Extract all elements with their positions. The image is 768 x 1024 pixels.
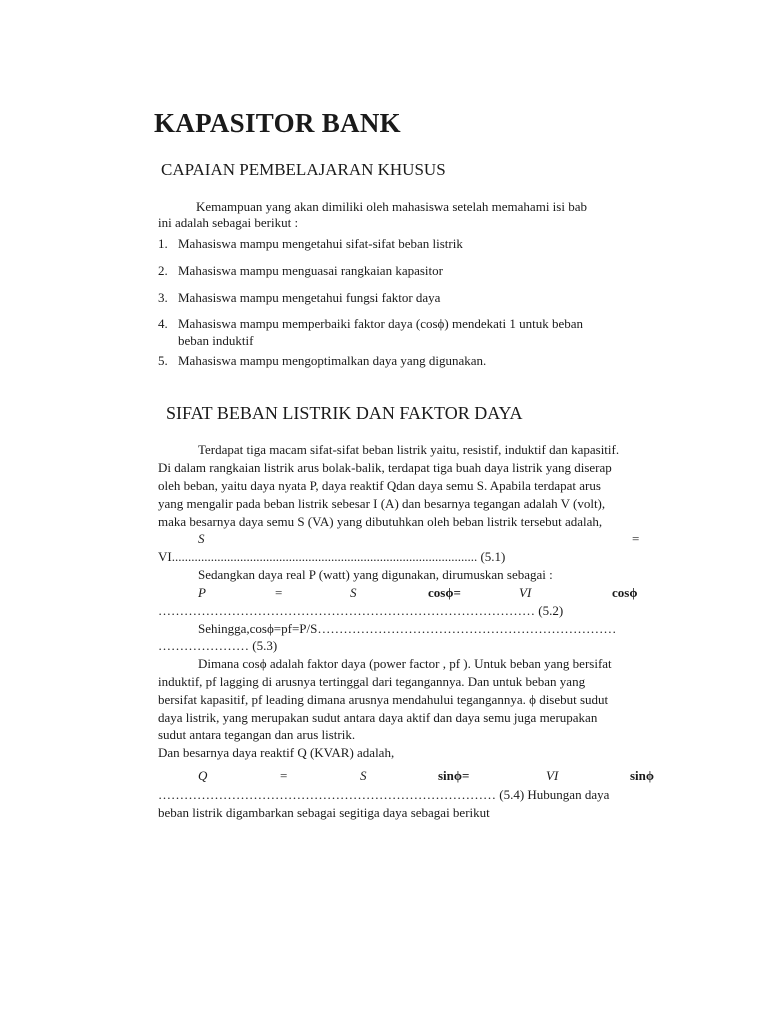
list-number: 5. [158,353,168,368]
paragraph-line: bersifat kapasitif, pf leading dimana arusnya mendahului tegangannya. ϕ disebut sudut [158,692,609,707]
eq-symbol: VI [519,585,532,600]
eq-symbol: S [350,585,357,600]
paragraph-line: Di dalam rangkaian listrik arus bolak-balik, terdapat tiga buah daya listrik yang diserap [158,460,612,475]
eq-symbol: VI [546,768,559,783]
section-heading-capaian: CAPAIAN PEMBELAJARAN KHUSUS [161,160,446,179]
eq-symbol: = [275,585,283,600]
eq-symbol: cosϕ= [428,585,461,600]
paragraph-line: Terdapat tiga macam sifat-sifat beban listrik yaitu, resistif, induktif dan kapasitif. [198,442,620,457]
equation-line: …………………………………………………………………………… (5.2) [158,603,564,618]
list-item [158,352,487,369]
eq-symbol: = [280,768,288,783]
paragraph-line: induktif, pf lagging di arusnya tertinggal dari tegangannya. Dan untuk beban yang [158,674,586,689]
eq-symbol: = [632,531,640,546]
list-number: 2. [158,263,168,278]
list-text: Mahasiswa mampu memperbaiki faktor daya (cosϕ) mendekati 1 untuk beban [178,316,584,331]
intro-line-1: Kemampuan yang akan dimiliki oleh mahasiswa setelah memahami isi bab [196,199,587,214]
paragraph-line: Dan besarnya daya reaktif Q (KVAR) adalah, [158,745,395,760]
eq-symbol: sinϕ= [438,768,470,783]
paragraph-line: maka besarnya daya semu S (VA) yang dibutuhkan oleh beban listrik tersebut adalah, [158,514,603,529]
list-item [158,262,443,279]
equation-line: VI.............................................................................................. (5.1) [158,549,506,564]
paragraph-line: daya listrik, yang merupakan sudut antara daya aktif dan daya semu juga merupakan [158,710,598,725]
paragraph-line: oleh beban, yaitu daya nyata P, daya reaktif Qdan daya semu S. Apabila terdapat arus [158,478,601,493]
paragraph-line: sudut antara tegangan dan arus listrik. [158,727,356,742]
equation-line: Sehingga,cosϕ=pf=P/S…………………………………………………………… [198,621,617,636]
list-text: Mahasiswa mampu mengetahui fungsi faktor daya [178,290,441,305]
page-title: KAPASITOR BANK [154,108,401,138]
paragraph-line: beban listrik digambarkan sebagai segitiga daya sebagai berikut [158,805,490,820]
equation-line: ………………… (5.3) [158,638,278,653]
eq-symbol: Q [198,768,208,783]
paragraph-line: Sedangkan daya real P (watt) yang digunakan, dirumuskan sebagai : [198,567,553,582]
eq-symbol: P [198,585,206,600]
list-text: Mahasiswa mampu mengoptimalkan daya yang digunakan. [178,353,487,368]
list-item [158,289,441,306]
intro-line-2: ini adalah sebagai berikut : [158,215,299,230]
list-number: 3. [158,290,168,305]
paragraph-line: Dimana cosϕ adalah faktor daya (power factor , pf ). Untuk beban yang bersifat [198,656,612,671]
list-item [158,235,463,252]
list-text: Mahasiswa mampu mengetahui sifat-sifat beban listrik [178,236,463,251]
eq-symbol: S [360,768,367,783]
eq-symbol: S [198,531,205,546]
list-number: 4. [158,316,168,331]
list-number: 1. [158,236,168,251]
eq-symbol: cosϕ [612,585,638,600]
list-text-continued: beban induktif [178,333,254,348]
section-heading-sifat: SIFAT BEBAN LISTRIK DAN FAKTOR DAYA [166,403,523,423]
eq-symbol: sinϕ [630,768,655,783]
list-text: Mahasiswa mampu menguasai rangkaian kapasitor [178,263,443,278]
equation-line: …………………………………………………………………… (5.4) Hubungan daya [158,787,610,802]
list-item [158,315,584,332]
paragraph-line: yang mengalir pada beban listrik sebesar I (A) dan besarnya tegangan adalah V (volt), [158,496,606,511]
